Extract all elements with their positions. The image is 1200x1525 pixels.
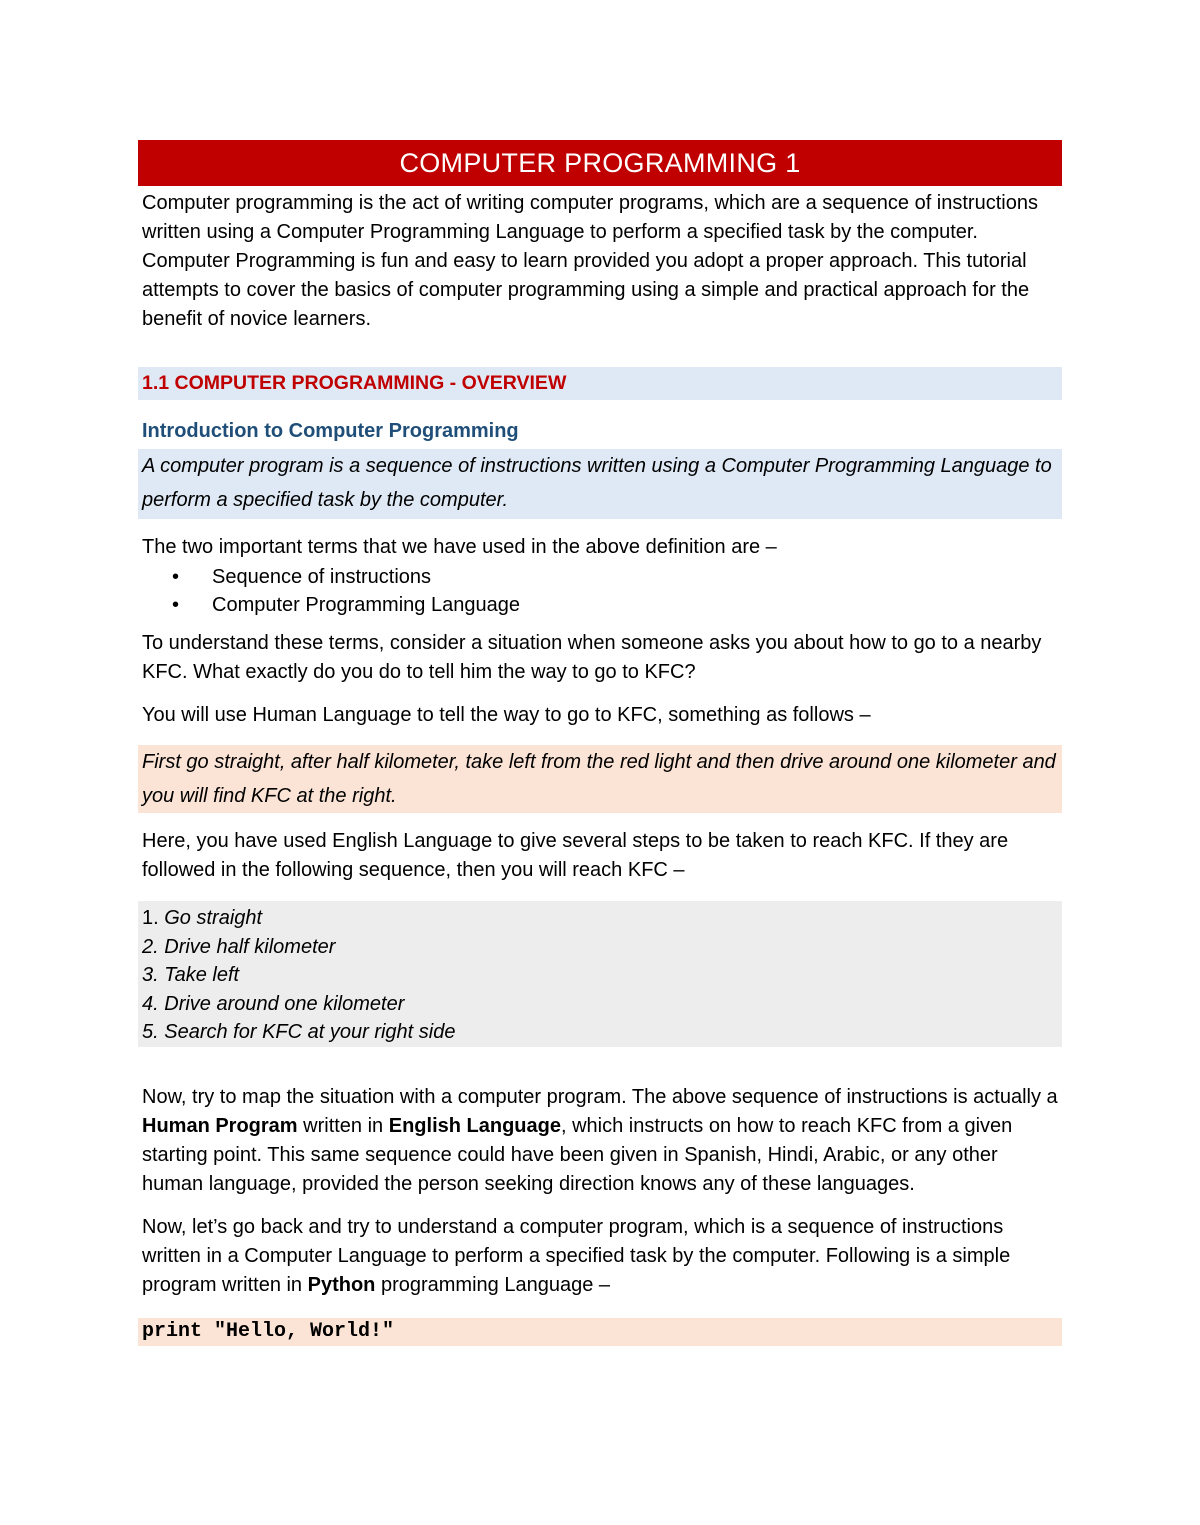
document-content bbox=[138, 140, 1062, 1346]
map-text-1: Now, try to map the situation with a computer program. The above sequence of instructions is actually a bbox=[142, 1086, 1058, 1108]
step-item bbox=[142, 961, 1058, 990]
bullet-icon: • bbox=[172, 566, 180, 588]
map-text-2: written in bbox=[297, 1115, 389, 1137]
step-item bbox=[142, 904, 1058, 933]
step-number: 1. bbox=[142, 907, 159, 929]
terms-list bbox=[138, 563, 1062, 619]
terms-intro: The two important terms that we have used in the above definition are – bbox=[142, 536, 777, 558]
list-item bbox=[138, 563, 1062, 591]
subheading: Introduction to Computer Programming bbox=[142, 420, 519, 442]
human-language-paragraph: You will use Human Language to tell the way to go to KFC, something as follows – bbox=[142, 704, 871, 726]
map-text-3: , which instructs on how to reach KFC from a given starting point. This same sequence could have been given in Spanish, Hindi, Arabic, or any other human language, provided the person seeking direction knows any of these languages. bbox=[142, 1115, 1013, 1195]
step-item bbox=[142, 990, 1058, 1019]
list-item-text: Computer Programming Language bbox=[212, 594, 520, 616]
list-item bbox=[138, 591, 1062, 619]
situation-paragraph: To understand these terms, consider a situation when someone asks you about how to go to a nearby KFC. What exactly do you do to tell him the way to go to KFC? bbox=[142, 632, 1042, 683]
map-bold-english-language: English Language bbox=[388, 1115, 561, 1137]
code-block: print "Hello, World!" bbox=[138, 1318, 1062, 1346]
directions-box: First go straight, after half kilometer, take left from the red light and then drive around one kilometer and you will find KFC at the right. bbox=[138, 745, 1062, 813]
back-paragraph bbox=[138, 1213, 1062, 1300]
list-item-text: Sequence of instructions bbox=[212, 566, 432, 588]
step-text: Drive around one kilometer bbox=[164, 992, 405, 1015]
step-number: 5. bbox=[142, 1021, 159, 1043]
step-number: 2. bbox=[142, 935, 159, 958]
back-bold-python: Python bbox=[307, 1274, 376, 1296]
steps-box bbox=[138, 901, 1062, 1047]
map-bold-human-program: Human Program bbox=[142, 1115, 298, 1137]
document-title: COMPUTER PROGRAMMING 1 bbox=[138, 140, 1062, 186]
back-text-1: Now, let’s go back and try to understand a computer program, which is a sequence of instructions written in a Computer Language to perform a specified task by the computer. Following is a simple program written in bbox=[142, 1216, 1011, 1296]
step-text: Drive half kilometer bbox=[164, 935, 336, 958]
map-paragraph bbox=[138, 1083, 1062, 1199]
english-steps-paragraph: Here, you have used English Language to give several steps to be taken to reach KFC. If they are followed in the following sequence, then you will reach KFC – bbox=[142, 830, 1009, 881]
intro-paragraph: Computer programming is the act of writing computer programs, which are a sequence of instructions written using a Computer Programming Language to perform a specified task by the computer. Computer Programming is fun and easy to learn provided you adopt a proper approach. This tutorial attempts to cover the basics of computer programming using a simple and practical approach for the benefit of novice learners. bbox=[142, 192, 1038, 330]
definition-box: A computer program is a sequence of instructions written using a Computer Programming Language to perform a specified task by the computer. bbox=[138, 449, 1062, 519]
bullet-icon: • bbox=[172, 594, 180, 616]
step-text: Take left bbox=[164, 964, 240, 986]
section-heading: 1.1 COMPUTER PROGRAMMING - OVERVIEW bbox=[138, 367, 1062, 400]
step-number: 3. bbox=[142, 964, 159, 986]
step-item bbox=[142, 933, 1058, 962]
back-text-2: programming Language – bbox=[375, 1274, 611, 1296]
step-item bbox=[142, 1018, 1058, 1047]
step-text: Go straight bbox=[164, 907, 263, 929]
step-text: Search for KFC at your right side bbox=[164, 1021, 456, 1043]
step-number: 4. bbox=[142, 992, 159, 1015]
